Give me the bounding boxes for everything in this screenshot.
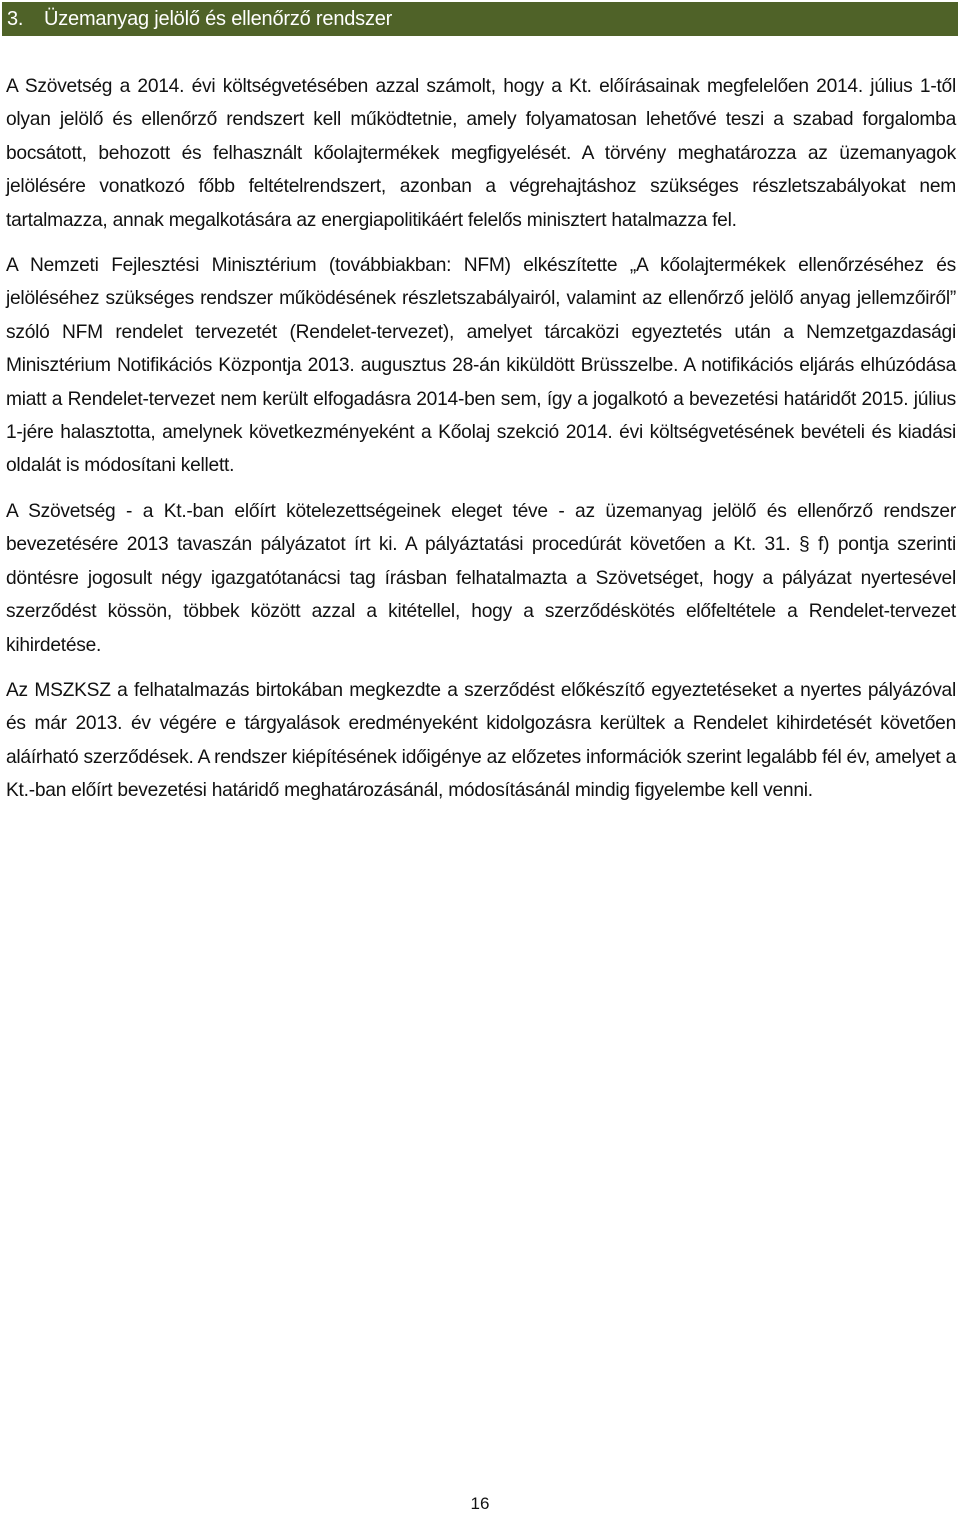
section-title: Üzemanyag jelölő és ellenőrző rendszer [44,7,393,30]
paragraph: A Szövetség - a Kt.-ban előírt kötelezettségeinek eleget téve - az üzemanyag jelölő és ellenőrző rendszer bevezetésére 2013 tavaszán pályázatot írt ki. A pályáztatási procedúrát követően a Kt. 31. § f) pontja szerinti döntésre jogosult négy igazgatótanácsi tag írásban felhatalmazta a Szövetséget, hogy a pályázat nyertesével szerződést kössön, többek között azzal a kitétellel, hogy a szerződéskötés előfeltétele a Rendelet-tervezet kihirdetése. [6,500,956,656]
section-number: 3. [7,7,24,30]
paragraph: A Szövetség a 2014. évi költségvetésében azzal számolt, hogy a Kt. előírásainak megfelelően 2014. július 1-től olyan jelölő és ellenőrző rendszert kell működtetnie, amely folyamatosan lehetővé teszi a szabad forgalomba bocsátott, behozott és felhasznált kőolajtermékek megfigyelését. A törvény meghatározza az üzemanyagok jelölésére vonatkozó főbb feltételrendszert, azonban a végrehajtáshoz szükséges részletszabályokat nem tartalmazza, annak megalkotására az energiapolitikáért felelős minisztert hatalmazza fel. [6,76,956,231]
document-body [6,70,956,820]
paragraph: Az MSZKSZ a felhatalmazás birtokában megkezdte a szerződést előkészítő egyeztetéseket a nyertes pályázóval és már 2013. év végére e tárgyalások eredményeként kidolgozásra kerültek a Rendelet kihirdetését követően aláírható szerződések. A rendszer kiépítésének időigénye az előzetes információk szerint legalább fél év, amelyet a Kt.-ban előírt bevezetési határidő meghatározásánál, módosításánál mindig figyelembe kell venni. [6,679,956,802]
section-header [2,2,958,36]
paragraph: A Nemzeti Fejlesztési Minisztérium (továbbiakban: NFM) elkészítette „A kőolajtermékek ellenőrzéséhez és jelöléséhez szükséges rendszer működésének részletszabályairól, valamint az ellenőrző jelölő anyag jellemzőiről” szóló NFM rendelet tervezetét (Rendelet-tervezet), amelyet tárcaközi egyeztetés után a Nemzetgazdasági Minisztérium Notifikációs Központja 2013. augusztus 28-án kiküldött Brüsszelbe. A notifikációs eljárás elhúzódása miatt a Rendelet-tervezet nem került elfogadásra 2014-ben sem, így a jogalkotó a bevezetési határidőt 2015. július 1-jére halasztotta, amelynek következményeként a Kőolaj szekció 2014. évi költségvetésének bevételi és kiadási oldalát is módosítani kellett. [6,255,956,477]
page-number: 16 [470,1494,490,1513]
